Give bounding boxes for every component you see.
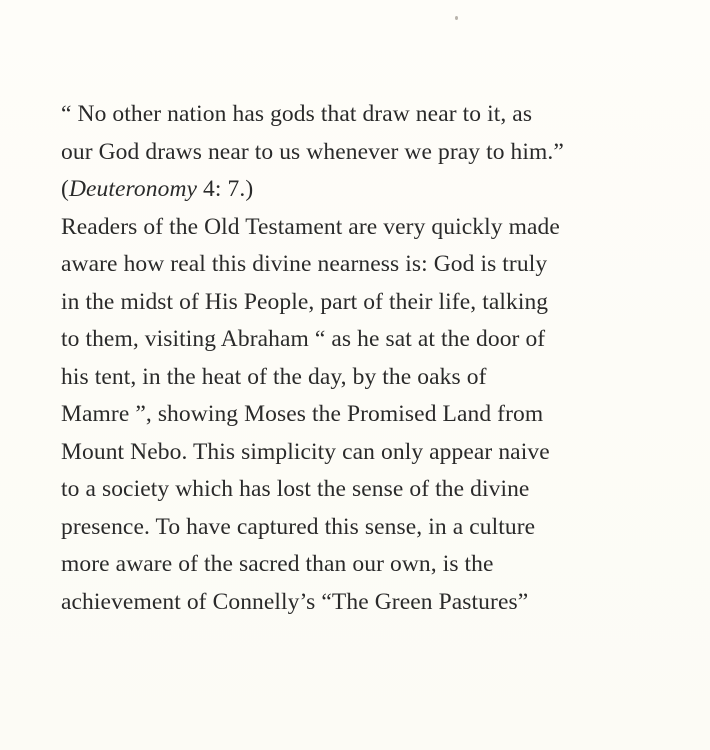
paragraph-line: to a society which has lost the sense of the divine: [61, 476, 530, 502]
paragraph-line: to them, visiting Abraham “ as he sat at the door of: [61, 326, 546, 352]
paragraph-line: his tent, in the heat of the day, by the oaks of: [61, 363, 487, 390]
paragraph-line: in the midst of His People, part of their life, talking: [61, 288, 549, 315]
epigraph-quote: [61, 96, 701, 209]
quote-line: “ No other nation has gods that draw near to it, as: [61, 101, 533, 127]
quote-line: our God draws near to us whenever we pray to him.”: [61, 138, 564, 165]
paragraph-line: Readers of the Old Testament are very quickly made: [61, 213, 560, 240]
paragraph-line: presence. To have captured this sense, in a culture: [61, 513, 536, 540]
citation-book: Deuteronomy: [68, 176, 198, 202]
paper-speck: [455, 16, 458, 20]
paragraph-line: aware how real this divine nearness is: God is truly: [61, 251, 548, 277]
citation-open: (: [61, 176, 69, 202]
paragraph-line: more aware of the sacred than our own, is the: [61, 551, 494, 577]
quote-citation: [61, 171, 701, 209]
paragraph-line: Mamre ”, showing Moses the Promised Land from: [61, 401, 544, 427]
body-paragraph: [61, 209, 701, 622]
paragraph-line: achievement of Connelly’s “The Green Pastures”: [61, 588, 529, 615]
citation-ref: 4: 7.): [197, 176, 254, 202]
text-body: [61, 96, 701, 621]
paragraph-line: Mount Nebo. This simplicity can only appear naive: [61, 438, 550, 465]
